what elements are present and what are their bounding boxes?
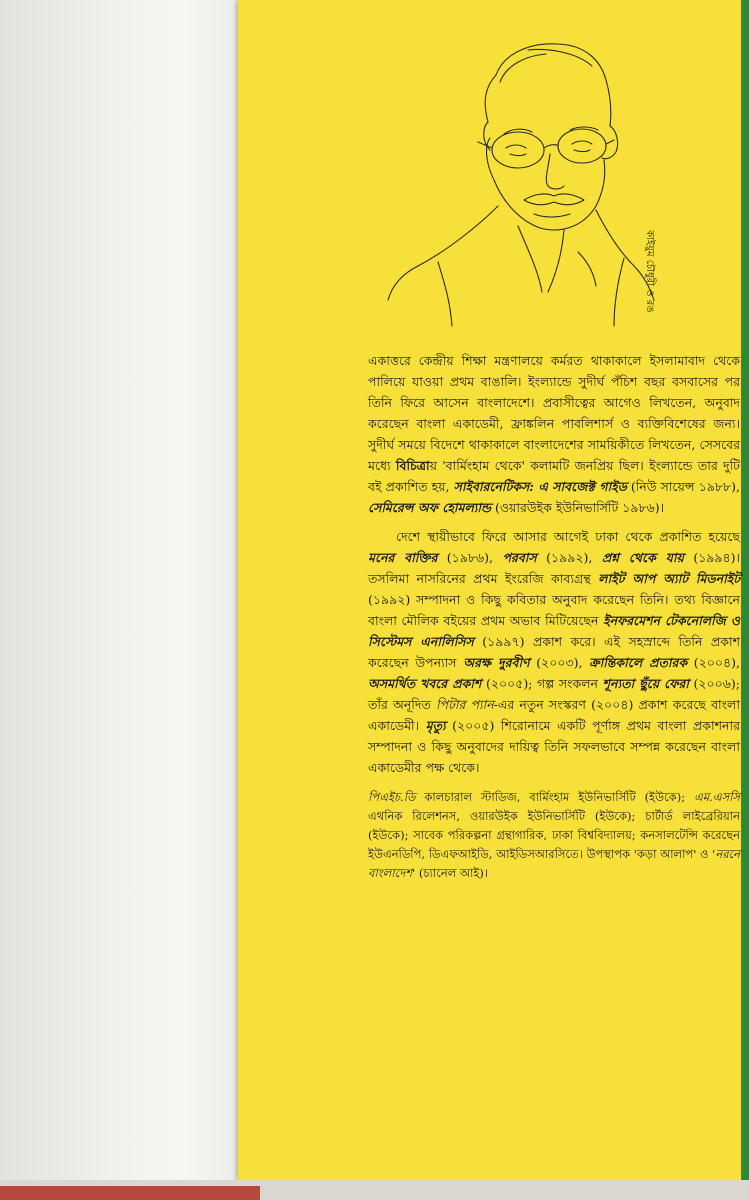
book-title-text: বিচিত্রা <box>395 458 430 473</box>
book-title-text: পিটার প্যান <box>435 697 494 712</box>
book-title-text: ইনফরমেশন টেকনোলজি ও সিস্টেমস এনালিসিস <box>368 613 741 649</box>
bio-text-run: একাত্তরে কেন্দ্রীয় শিক্ষা মন্ত্রণালয়ে কর্মরত থাকাকালে ইসলামাবাদ থেকে পালিয়ে যাওয়া প্রথম বাঙালি। ইংল্যান্ডে সুদীর্ঘ পঁচিশ বছর বসবাসের পর তিনি ফিরে আসেন বাংলাদেশে। প্রবাসীত্বের আগেও লিখতেন, অনুবাদ করেছেন বাংলা একাডেমী, ফ্রাঙ্কলিন পাবলিশার্স ও ব্যক্তিবিশেষের জন্য। সুদীর্ঘ সময়ে বিদেশে থাকাকালে বাংলাদেশের সাময়িকীতে লিখতেন, সেসবের মধ্যে <box>368 353 740 473</box>
book-title-text: নরনে বাংলাদেশ <box>368 847 741 880</box>
book-title-text: এম.এসসি <box>693 790 740 804</box>
bio-text-run: (২০০৫) শিরোনামে একটি পূর্ণাঙ্গ প্রথম বাংলা প্রকাশনার সম্পাদনা ও কিছু অনুবাদের দায়িত্ব তিনি সফলভাবে সম্পন্ন করেছেন বাংলা একাডেমীর পক্ষ থেকে। <box>368 718 740 775</box>
bio-text-run: (২০০৪), <box>687 655 740 670</box>
book-title-text: অসমর্থিত খবরে প্রকাশ <box>368 676 482 691</box>
illustration-credit: কাইয়ুম চৌধুরী ও রঙ <box>644 230 655 313</box>
book-title-text: লাইট আপ অ্যাট মিডনাইট <box>598 571 741 586</box>
bio-text-run: (১৯৯৭) প্রকাশ করে। এই সহস্রাব্দে তিনি প্রকাশ করেছেন উপন্যাস <box>368 634 740 670</box>
bottom-edge-strip <box>0 1180 749 1200</box>
bio-text-run: (১৯৯৪)। তসলিমা নাসরিনের প্রথম ইংরেজি কাব্যগ্রন্থ <box>368 550 740 586</box>
author-biography <box>368 350 740 891</box>
book-title-text: অরক্ষ দুরবীণ <box>463 655 530 670</box>
bio-paragraph-career <box>368 350 740 518</box>
bio-paragraph-qualifications <box>368 788 740 883</box>
book-title-text: মৃত্যু <box>425 718 446 733</box>
book-title-text: পিএইচ.ডি <box>368 790 416 804</box>
book-title-text: সাইবারনেটিকস: এ সাবজেক্ট গাইড <box>453 479 627 494</box>
bio-text-run: এথনিক রিলেশনস, ওয়ারউইক ইউনিভার্সিটি (ইউকে); চার্টার্ড লাইব্রেরিয়ান (ইউকে); সাবেক পরিকল্পনা গ্রন্থাগারিক, ঢাকা বিশ্ববিদ্যালয়; কনসালটেন্সি করেছেন ইউএনডিপি, ডিএফআইডি, আইডিসআরসিতে। উপস্থাপক 'কড়া আলাপ' ও ' <box>368 809 740 861</box>
book-title-text: প্রশ্ন থেকে যায় <box>601 550 684 565</box>
bio-text-run: (২০০৩), <box>529 655 590 670</box>
bio-text-run: (নিউ সায়েন্স ১৯৮৮), <box>626 479 740 494</box>
bio-text-run: দেশে স্থায়ীভাবে ফিরে আসার আগেই ঢাকা থেকে প্রকাশিত হয়েছে <box>396 529 740 544</box>
book-title-text: মনের বাক্তির <box>368 550 438 565</box>
bio-text-run: (১৯৮৬), <box>437 550 503 565</box>
green-spine-edge <box>741 0 749 1180</box>
book-title-text: শূন্যতা ছুঁয়ে ফেরা <box>602 676 689 691</box>
bio-text-run: ' (চ্যানেল আই)। <box>412 866 488 880</box>
book-title-text: পরবাস <box>502 550 537 565</box>
bio-text-run: য় 'বার্মিংহাম থেকে' কলামটি জনপ্রিয় ছিল। ইংল্যান্ডে তার দুটি বই প্রকাশিত হয়, <box>368 458 740 494</box>
bio-text-run: -এর নতুন সংস্করণ (২০০৪) প্রকাশ করেছে বাংলা একাডেমী। <box>368 697 740 733</box>
red-book-edge <box>0 1186 260 1200</box>
bio-text-run: (১৯৯২) সম্পাদনা ও কিছু কবিতার অনুবাদ করেছেন তিনি। তথ্য বিজ্ঞানে বাংলা মৌলিক বইয়ের প্রথম অভাব মিটিয়েছেন <box>368 592 740 628</box>
author-portrait-sketch <box>378 30 658 330</box>
book-title-text: ক্রান্তিকালে প্রতারক <box>589 655 688 670</box>
bio-text-run: (১৯৯২), <box>536 550 602 565</box>
bio-text-run: (২০০৬); তাঁর অনূদিত <box>368 676 740 712</box>
book-title-text: সেমিরেন্স অফ হোমল্যান্ড <box>368 500 491 515</box>
bio-text-run: (ওয়ারউইক ইউনিভার্সিটি ১৯৮৬)। <box>491 500 665 515</box>
left-paper-page <box>0 0 260 1200</box>
bio-text-run: (২০০৫); গল্প সংকলন <box>481 676 603 691</box>
bio-paragraph-publications <box>368 526 740 778</box>
bio-text-run: কালচারাল স্টাডিজ, বার্মিংহাম ইউনিভার্সিটি (ইউকে); <box>415 790 694 804</box>
